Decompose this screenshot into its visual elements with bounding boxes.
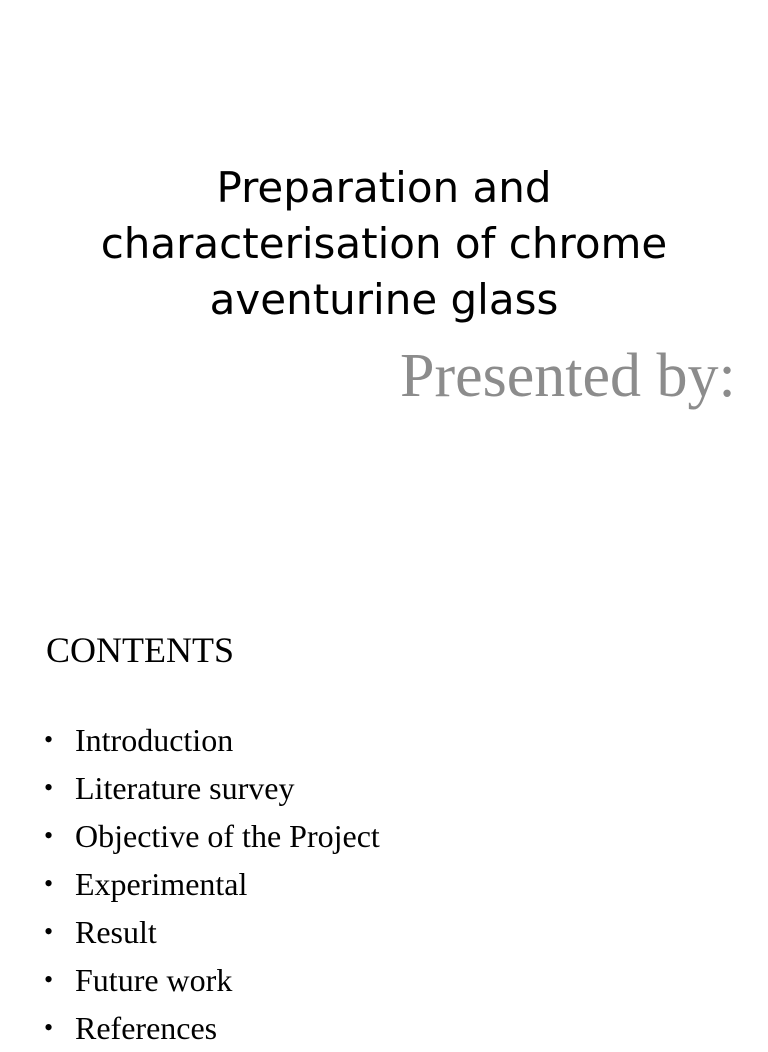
list-item-label: Future work [75,962,233,998]
list-item-label: Experimental [75,866,248,902]
title-line: characterisation of chrome [100,219,668,268]
list-item [44,908,380,956]
bullet-icon: • [44,869,54,898]
bullet-icon: • [44,821,54,850]
list-item [44,860,380,908]
contents-slide [0,576,768,1046]
list-item [44,764,380,812]
list-item-label: References [75,1010,218,1046]
list-item [44,956,380,1004]
list-item-label: Result [75,914,157,950]
title-line: aventurine glass [209,275,559,324]
list-item-label: Literature survey [75,770,295,806]
slide-title [30,160,738,328]
bullet-icon: • [44,917,54,946]
list-item [44,812,380,860]
contents-list [44,716,380,1052]
contents-heading: CONTENTS [46,630,234,670]
bullet-icon: • [44,725,54,754]
bullet-icon: • [44,1013,54,1042]
bullet-icon: • [44,965,54,994]
list-item [44,1004,380,1052]
list-item [44,716,380,764]
presenter-subtitle: Presented by: [400,342,736,410]
list-item-label: Objective of the Project [75,818,380,854]
list-item-label: Introduction [75,722,234,758]
bullet-icon: • [44,773,54,802]
title-line: Preparation and [216,163,552,212]
